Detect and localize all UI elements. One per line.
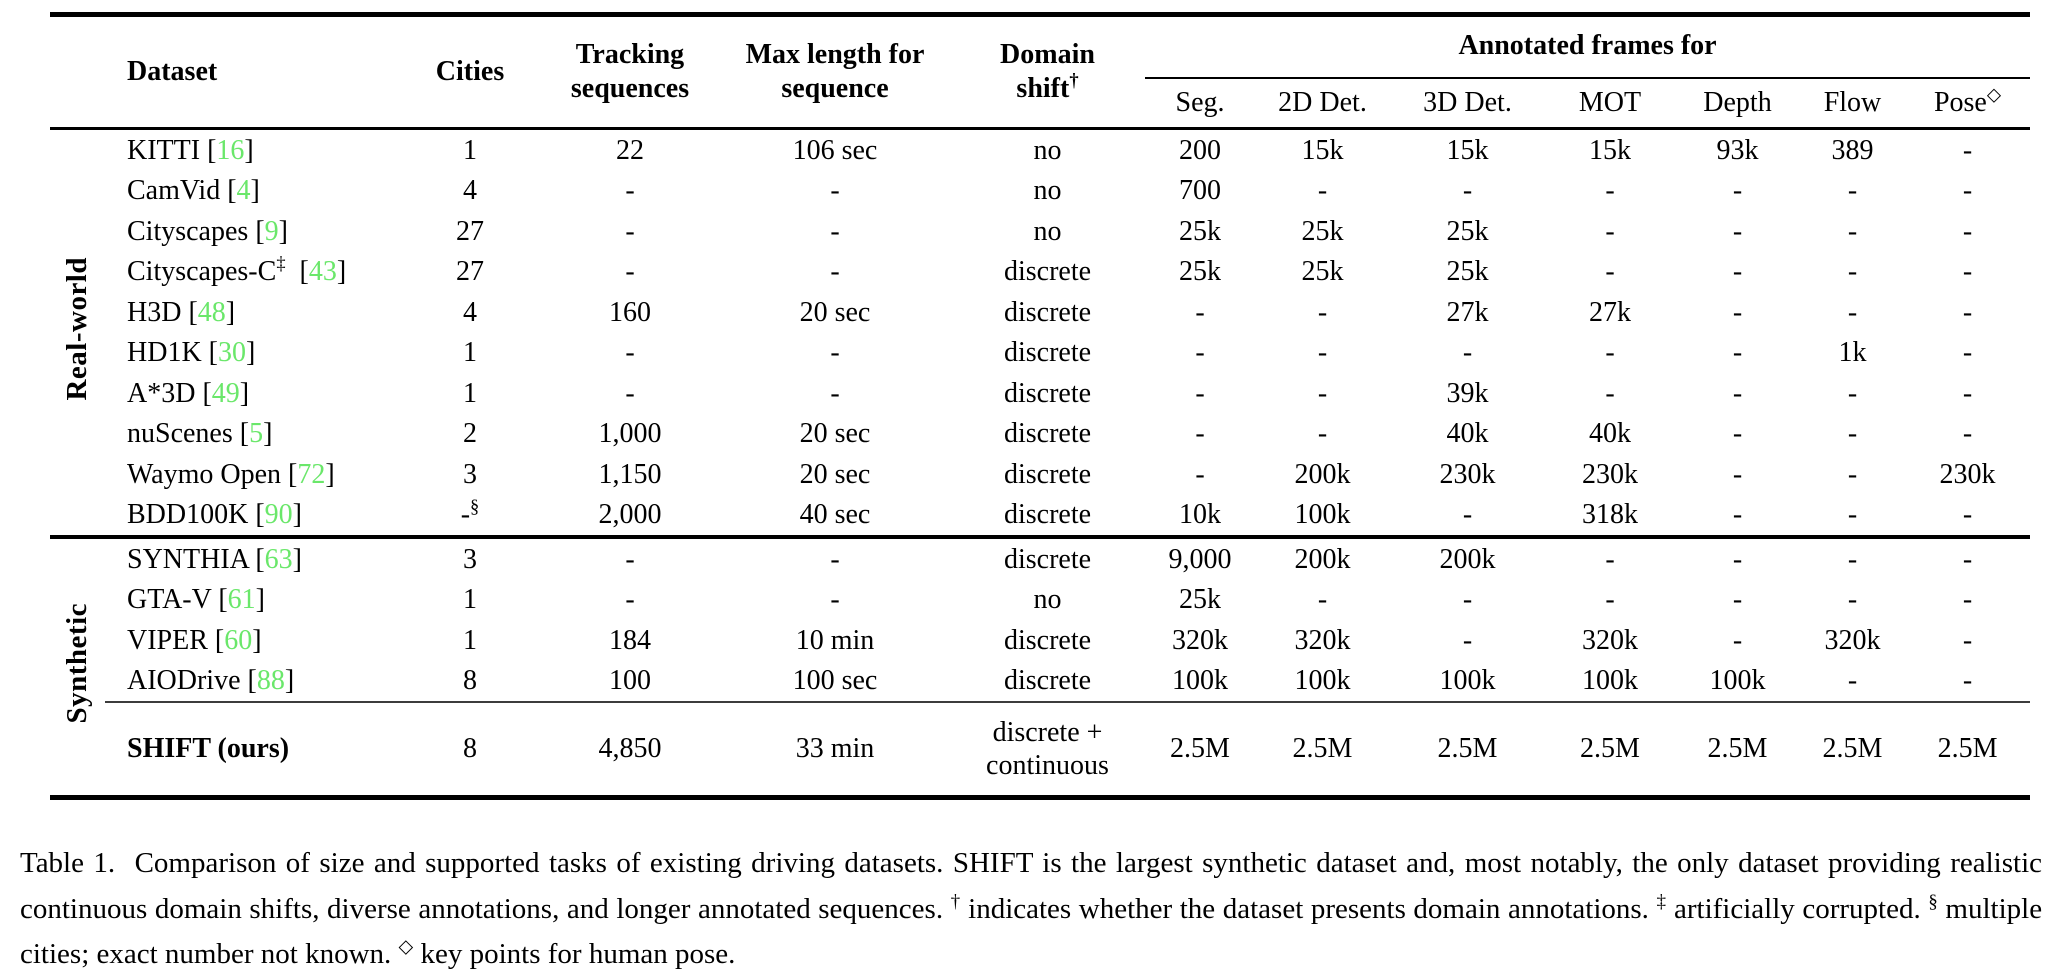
table-row-camvid: [50, 171, 2030, 212]
cell-max-length: 106 sec: [792, 134, 878, 166]
caption-label: Table 1.: [20, 847, 116, 879]
dataset-name: AIODrive: [127, 665, 241, 697]
cell-frames-seg: 9,000: [1145, 537, 1255, 580]
cell-frames-flow: -: [1847, 296, 1858, 328]
cell-frames-seg: 100k: [1172, 665, 1228, 697]
cell-frames-flow: -: [1847, 256, 1858, 288]
col-header-seg: Seg.: [1145, 78, 1255, 129]
dagger-footnote-marker: †: [1069, 70, 1079, 91]
cell-domain-shift: discrete: [1003, 256, 1092, 288]
cell-frames-3d-det: -: [1462, 499, 1473, 531]
dataset-name: VIPER: [127, 624, 208, 656]
dataset-name: Cityscapes-C: [127, 256, 277, 288]
col-header-cities-label: Cities: [435, 56, 505, 87]
cell-frames-flow: -: [1847, 377, 1858, 409]
cell-frames-mot: -: [1605, 175, 1615, 207]
group-label-text: Synthetic: [61, 603, 93, 724]
table-row-a-3d: [50, 373, 2030, 414]
dataset-name: SYNTHIA: [127, 543, 249, 575]
citation-link[interactable]: 72: [297, 458, 326, 490]
cell-frames-depth: 100k: [1709, 665, 1766, 697]
caption-text: Comparison of size and supported tasks of existing driving datasets. SHIFT is the largest synthetic dataset and, most notably, the only dataset providing realistic continuous domain shifts, diverse annotations, and longer annotated sequences.: [20, 847, 2043, 925]
cell-frames-seg: 2.5M: [1145, 702, 1255, 798]
cell-domain-shift: discrete: [1003, 458, 1092, 490]
cell-frames-3d-det: -: [1462, 624, 1473, 656]
cell-frames-depth: -: [1732, 175, 1743, 207]
dataset-name: A*3D: [127, 377, 196, 409]
cell-frames-2d-det: 25k: [1301, 215, 1344, 247]
cell-cities: 3: [463, 458, 477, 490]
cell-max-length: 100 sec: [792, 665, 878, 697]
cell-frames-pose: 230k: [1939, 458, 1996, 490]
cell-frames-seg: -: [1195, 337, 1205, 369]
cell-dataset-name: HD1K [30]: [127, 337, 256, 369]
citation-link[interactable]: 48: [197, 296, 226, 328]
caption-text: indicates whether the dataset presents domain annotations.: [968, 892, 1649, 925]
cell-tracking-sequences: 160: [609, 296, 651, 328]
comparison-table: [50, 12, 2030, 800]
cell-max-length: -: [830, 175, 840, 207]
citation-link[interactable]: 4: [236, 175, 251, 207]
citation-link[interactable]: 88: [256, 665, 285, 697]
table-row-bdd100k: [50, 495, 2030, 538]
cell-dataset-name: [105, 702, 400, 798]
citation-link[interactable]: 49: [211, 377, 240, 409]
cell-dataset-name: A*3D [49]: [127, 377, 250, 409]
cell-frames-pose: -: [1962, 499, 1973, 531]
cell-domain-shift: no: [1033, 175, 1062, 207]
cell-dataset-name: BDD100K [90]: [127, 499, 302, 531]
cell-frames-2d-det: 200k: [1255, 537, 1390, 580]
cell-cities: 3: [400, 537, 540, 580]
cell-frames-seg: 200: [1179, 134, 1221, 166]
cell-frames-seg: -: [1195, 458, 1205, 490]
cell-tracking-sequences: 2,000: [598, 499, 662, 531]
cell-frames-depth: 93k: [1716, 134, 1759, 166]
cell-tracking-sequences: 1,000: [598, 418, 662, 450]
cell-frames-mot: 318k: [1582, 499, 1638, 531]
col-header-dataset-label: Dataset: [127, 56, 218, 87]
dataset-name: Cityscapes: [127, 215, 249, 247]
cell-frames-depth: -: [1732, 499, 1743, 531]
cell-frames-seg: 25k: [1179, 584, 1221, 616]
cell-frames-pose: -: [1962, 134, 1973, 166]
footnote-marker: §: [1928, 890, 1938, 912]
cell-frames-3d-det: 15k: [1446, 134, 1489, 166]
cell-max-length: 20 sec: [799, 458, 871, 490]
cell-frames-3d-det: -: [1462, 175, 1473, 207]
cell-cities: 2: [463, 418, 477, 450]
cell-tracking-sequences: -: [625, 256, 635, 288]
cell-frames-mot: -: [1605, 215, 1615, 247]
group-label-text: Real-world: [61, 257, 93, 401]
cell-max-length: -: [830, 584, 840, 616]
cell-tracking-sequences: -: [625, 377, 635, 409]
cell-frames-flow: -: [1847, 215, 1858, 247]
cell-frames-flow: -: [1847, 499, 1858, 531]
cell-tracking-sequences: -: [625, 584, 635, 616]
cell-frames-seg: -: [1195, 418, 1205, 450]
cell-cities: 1: [463, 134, 477, 166]
citation-link[interactable]: 43: [308, 256, 337, 288]
citation-link[interactable]: 60: [224, 624, 253, 656]
cell-frames-mot: -: [1605, 256, 1615, 288]
cell-dataset-name: VIPER [60]: [127, 624, 262, 656]
cell-frames-seg: 320k: [1172, 624, 1228, 656]
cell-frames-depth: -: [1732, 624, 1743, 656]
cell-frames-3d-det: -: [1462, 337, 1473, 369]
citation-link[interactable]: 61: [227, 584, 256, 616]
table-row-cityscapes-c: [50, 252, 2030, 293]
table-caption: [20, 841, 2042, 973]
cell-frames-seg: 25k: [1179, 215, 1221, 247]
section-footnote-marker: §: [470, 496, 480, 517]
cell-frames-depth: -: [1732, 296, 1743, 328]
table-row-viper: [50, 620, 2030, 661]
cell-frames-2d-det: 15k: [1301, 134, 1344, 166]
cell-frames-2d-det: -: [1317, 337, 1328, 369]
cell-frames-3d-det: 27k: [1446, 296, 1489, 328]
col-header-annotated-frames: Annotated frames for: [1145, 15, 2030, 79]
cell-tracking-sequences: 4,850: [540, 702, 720, 798]
cell-frames-pose: -: [1905, 537, 2030, 580]
cell-frames-3d-det: 25k: [1446, 215, 1489, 247]
caption-text: multiple cities; exact number not known.: [20, 892, 2043, 970]
cell-max-length: -: [830, 377, 840, 409]
cell-frames-seg: -: [1195, 296, 1205, 328]
cell-domain-shift: no: [1033, 584, 1062, 616]
col-header-mot: MOT: [1545, 78, 1675, 129]
dataset-name: HD1K: [127, 337, 202, 369]
dataset-name: H3D: [127, 296, 182, 328]
cell-max-length: -: [720, 537, 950, 580]
citation-link[interactable]: 90: [264, 499, 293, 531]
cell-cities: 1: [463, 624, 477, 656]
cell-cities: 27: [456, 215, 484, 247]
cell-tracking-sequences: 184: [609, 624, 651, 656]
cell-frames-flow: 1k: [1838, 337, 1867, 369]
cell-frames-pose: -: [1962, 296, 1973, 328]
cell-frames-pose: -: [1962, 377, 1973, 409]
cell-cities: -§: [460, 496, 480, 531]
group-label-real-world: [50, 129, 105, 538]
cell-dataset-name: SYNTHIA [63]: [105, 537, 400, 580]
cell-frames-2d-det: -: [1317, 584, 1328, 616]
dataset-name: BDD100K: [127, 499, 249, 531]
citation-link[interactable]: 5: [249, 418, 264, 450]
cell-tracking-sequences: 22: [616, 134, 644, 166]
cell-frames-mot: 2.5M: [1545, 702, 1675, 798]
cell-frames-mot: 100k: [1582, 665, 1638, 697]
cell-frames-3d-det: -: [1462, 584, 1473, 616]
cell-frames-flow: -: [1847, 584, 1858, 616]
cell-frames-depth: -: [1732, 458, 1743, 490]
cell-frames-flow: -: [1847, 458, 1858, 490]
table-row-hd1k: [50, 333, 2030, 374]
cell-frames-pose: -: [1962, 337, 1973, 369]
cell-frames-flow: 320k: [1824, 624, 1881, 656]
group-label-synthetic: [50, 537, 105, 798]
cell-dataset-name: nuScenes [5]: [127, 418, 273, 450]
col-header-cities: [400, 15, 540, 129]
dataset-name: Waymo Open: [127, 458, 282, 490]
cell-cities: 27: [456, 256, 484, 288]
cell-domain-shift: discrete: [1003, 624, 1092, 656]
cell-frames-pose: -: [1962, 418, 1973, 450]
dataset-name: SHIFT (ours): [127, 733, 290, 765]
cell-dataset-name: Cityscapes [9]: [127, 215, 288, 247]
cell-frames-depth: -: [1732, 215, 1743, 247]
cell-frames-seg: 25k: [1179, 256, 1221, 288]
cell-cities: 1: [463, 377, 477, 409]
cell-max-length: 33 min: [720, 702, 950, 798]
cell-frames-3d-det: 2.5M: [1390, 702, 1545, 798]
cell-tracking-sequences: -: [625, 215, 635, 247]
table-row-waymo-open: [50, 454, 2030, 495]
col-header-flow: Flow: [1800, 78, 1905, 129]
cell-frames-mot: 320k: [1582, 624, 1638, 656]
cell-domain-shift: discrete: [1003, 665, 1092, 697]
cell-frames-mot: -: [1545, 537, 1675, 580]
cell-frames-flow: 2.5M: [1800, 702, 1905, 798]
cell-cities: 1: [463, 337, 477, 369]
cell-frames-3d-det: 40k: [1446, 418, 1489, 450]
col-header-3d-det: 3D Det.: [1390, 78, 1545, 129]
cell-frames-depth: -: [1732, 418, 1743, 450]
cell-frames-depth: -: [1732, 584, 1743, 616]
cell-frames-2d-det: 200k: [1294, 458, 1351, 490]
cell-frames-depth: -: [1732, 256, 1743, 288]
cell-tracking-sequences: -: [625, 337, 635, 369]
cell-frames-pose: -: [1962, 624, 1973, 656]
table-header: [50, 15, 2030, 129]
footnote-marker: †: [950, 890, 961, 912]
cell-max-length: 40 sec: [799, 499, 871, 531]
table-row-gta-v: [50, 580, 2030, 621]
citation-link[interactable]: 30: [218, 337, 246, 369]
col-header-domain-shift: Domain shift†: [950, 15, 1145, 129]
col-header-depth: Depth: [1675, 78, 1800, 129]
cell-frames-2d-det: -: [1317, 377, 1328, 409]
table-row-cityscapes: [50, 211, 2030, 252]
cell-frames-flow: -: [1847, 175, 1858, 207]
cell-dataset-name: AIODrive [88]: [127, 665, 295, 697]
cell-domain-shift: discrete: [1003, 499, 1092, 531]
cell-frames-flow: -: [1800, 537, 1905, 580]
footnote-marker: ‡: [1656, 890, 1667, 912]
cell-cities: 4: [463, 175, 477, 207]
cell-dataset-name: GTA-V [61]: [127, 584, 265, 616]
cell-max-length: -: [830, 337, 840, 369]
table-row-kitti: [50, 129, 2030, 171]
dataset-name: CamVid: [127, 175, 221, 207]
cell-frames-depth: 2.5M: [1675, 702, 1800, 798]
cell-frames-depth: -: [1675, 537, 1800, 580]
col-header-tracking-sequences: Tracking sequences: [540, 15, 720, 129]
cell-max-length: 10 min: [795, 624, 875, 656]
cell-frames-mot: -: [1605, 377, 1615, 409]
cell-frames-2d-det: -: [1317, 296, 1328, 328]
table-row-shift-ours: [50, 702, 2030, 798]
cell-frames-mot: -: [1605, 337, 1615, 369]
cell-tracking-sequences: 1,150: [598, 458, 662, 490]
cell-domain-shift: discrete: [1003, 377, 1092, 409]
cell-frames-seg: 700: [1179, 175, 1221, 207]
cell-frames-mot: 27k: [1589, 296, 1631, 328]
table-row-synthia: [50, 537, 2030, 580]
cell-frames-pose: -: [1962, 215, 1973, 247]
dataset-name: KITTI: [127, 134, 201, 166]
cell-frames-2d-det: -: [1317, 418, 1328, 450]
citation-link[interactable]: 9: [264, 215, 279, 247]
cell-frames-2d-det: 320k: [1294, 624, 1351, 656]
cell-domain-shift: no: [1033, 134, 1062, 166]
cell-max-length: -: [830, 256, 840, 288]
cell-frames-seg: -: [1195, 377, 1205, 409]
cell-frames-flow: -: [1847, 418, 1858, 450]
cell-frames-2d-det: 100k: [1294, 665, 1351, 697]
cell-max-length: 20 sec: [799, 418, 871, 450]
cell-frames-mot: 40k: [1589, 418, 1631, 450]
cell-frames-mot: 230k: [1582, 458, 1638, 490]
cell-cities: 8: [463, 665, 477, 697]
col-header-max-length: Max length for sequence: [720, 15, 950, 129]
cell-max-length: 20 sec: [799, 296, 871, 328]
cell-frames-pose: -: [1962, 584, 1973, 616]
col-header-dataset: [105, 15, 400, 129]
col-header-2d-det: 2D Det.: [1255, 78, 1390, 129]
cell-tracking-sequences: 100: [609, 665, 651, 697]
cell-dataset-name: H3D [48]: [127, 296, 236, 328]
diamond-footnote-marker: ◇: [1986, 84, 2002, 105]
cell-dataset-name: Waymo Open [72]: [127, 458, 335, 490]
cell-tracking-sequences: -: [625, 175, 635, 207]
cell-frames-2d-det: -: [1317, 175, 1328, 207]
col-header-pose: Pose◇: [1905, 78, 2030, 129]
dataset-name: nuScenes: [127, 418, 233, 450]
table-row-nuscenes: [50, 414, 2030, 455]
cell-dataset-name: CamVid [4]: [127, 175, 260, 207]
header-spacer: [50, 15, 105, 129]
table-row-aiodrive: [50, 661, 2030, 703]
cell-frames-pose: -: [1962, 175, 1973, 207]
table-row-h3d: [50, 292, 2030, 333]
cell-dataset-name: Cityscapes-C‡ [43]: [127, 253, 347, 288]
cell-frames-mot: -: [1605, 584, 1615, 616]
cell-cities: 1: [463, 584, 477, 616]
table-body: [50, 129, 2030, 798]
caption-text: artificially corrupted.: [1673, 892, 1921, 925]
cell-frames-flow: -: [1847, 665, 1858, 697]
cell-domain-shift: discrete: [1003, 418, 1092, 450]
cell-frames-2d-det: 25k: [1301, 256, 1344, 288]
cell-tracking-sequences: -: [540, 537, 720, 580]
cell-domain-shift: no: [1033, 215, 1062, 247]
cell-dataset-name: KITTI [16]: [127, 134, 254, 166]
cell-frames-flow: 389: [1831, 134, 1874, 166]
cell-max-length: -: [830, 215, 840, 247]
cell-frames-pose: -: [1962, 256, 1973, 288]
cell-domain-shift: discrete + continuous: [950, 702, 1145, 798]
cell-cities: 8: [400, 702, 540, 798]
citation-link[interactable]: 16: [216, 134, 245, 166]
cell-frames-pose: -: [1962, 665, 1973, 697]
cell-frames-2d-det: 2.5M: [1255, 702, 1390, 798]
cell-domain-shift: discrete: [1003, 337, 1092, 369]
cell-frames-3d-det: 200k: [1390, 537, 1545, 580]
cell-cities: 4: [463, 296, 477, 328]
cell-frames-seg: 10k: [1179, 499, 1221, 531]
table-container: [50, 12, 2030, 800]
cell-frames-mot: 15k: [1589, 134, 1631, 166]
citation-link[interactable]: 63: [264, 543, 293, 575]
cell-frames-depth: -: [1732, 337, 1743, 369]
cell-frames-3d-det: 25k: [1446, 256, 1489, 288]
cell-frames-depth: -: [1732, 377, 1743, 409]
cell-domain-shift: discrete: [1003, 296, 1092, 328]
cell-frames-pose: 2.5M: [1905, 702, 2030, 798]
caption-text: key points for human pose.: [420, 938, 736, 970]
cell-frames-3d-det: 100k: [1439, 665, 1496, 697]
dataset-name: GTA-V: [127, 584, 212, 616]
footnote-marker: ◇: [398, 936, 414, 958]
cell-frames-3d-det: 230k: [1439, 458, 1496, 490]
cell-frames-3d-det: 39k: [1446, 377, 1489, 409]
cell-domain-shift: discrete: [950, 537, 1145, 580]
double-dagger-footnote-marker: ‡: [276, 253, 286, 274]
cell-frames-2d-det: 100k: [1294, 499, 1351, 531]
